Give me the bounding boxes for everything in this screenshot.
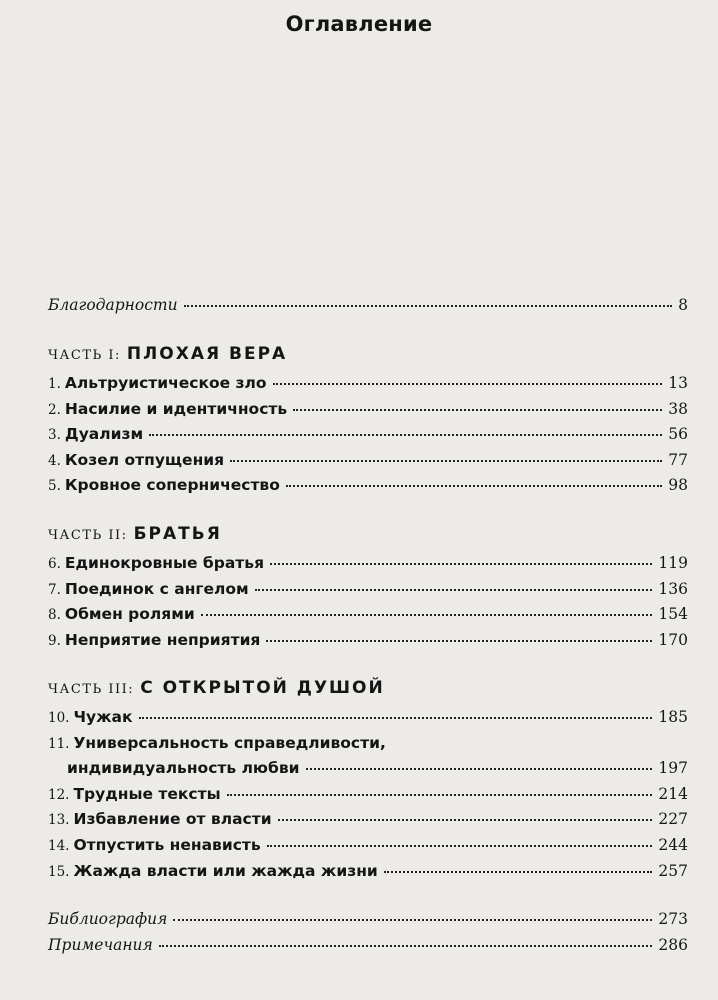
leader-dots bbox=[306, 768, 653, 770]
toc-page-number: 214 bbox=[658, 784, 688, 803]
leader-dots bbox=[159, 945, 653, 947]
leader-dots bbox=[384, 871, 653, 873]
toc-entry-label: Примечания bbox=[48, 935, 153, 954]
chapter-title: Поединок с ангелом bbox=[64, 579, 249, 598]
toc-back-matter bbox=[48, 910, 688, 961]
chapter-number: 10. bbox=[48, 710, 70, 726]
chapter-number: 11. bbox=[48, 735, 70, 752]
toc-entry[interactable] bbox=[48, 580, 688, 606]
part-header bbox=[48, 344, 688, 374]
toc-entry-acknowledgements[interactable] bbox=[48, 296, 688, 322]
chapter-title: Дуализм bbox=[64, 425, 144, 444]
toc-entry[interactable] bbox=[48, 605, 688, 631]
toc-part-1 bbox=[48, 344, 688, 502]
toc-entry[interactable] bbox=[48, 631, 688, 657]
toc-entry[interactable] bbox=[48, 734, 688, 760]
toc-entry[interactable] bbox=[48, 708, 688, 734]
toc-page-number: 257 bbox=[658, 861, 688, 880]
toc-entry[interactable] bbox=[48, 862, 688, 888]
toc-entry[interactable] bbox=[48, 476, 688, 502]
leader-dots bbox=[286, 485, 662, 487]
leader-dots bbox=[201, 614, 653, 616]
leader-dots bbox=[266, 640, 652, 642]
chapter-number: 14. bbox=[48, 837, 70, 854]
toc-page-number: 119 bbox=[658, 554, 688, 572]
toc-page-number: 38 bbox=[668, 399, 688, 418]
chapter-number: 2. bbox=[48, 401, 61, 418]
chapter-title: Кровное соперничество bbox=[64, 476, 280, 495]
toc-page-number: 154 bbox=[658, 605, 688, 624]
chapter-number: 3. bbox=[48, 427, 61, 444]
toc-entry-notes[interactable] bbox=[48, 936, 688, 962]
leader-dots bbox=[293, 409, 662, 411]
chapter-title: Единокровные братья bbox=[64, 554, 265, 572]
toc-entry-label: Библиография bbox=[48, 910, 168, 928]
toc-entry-continuation[interactable] bbox=[48, 759, 688, 785]
toc-entry[interactable] bbox=[48, 785, 688, 811]
leader-dots bbox=[184, 305, 673, 307]
chapter-number: 7. bbox=[48, 581, 61, 598]
leader-dots bbox=[230, 460, 662, 462]
toc-entry[interactable] bbox=[48, 425, 688, 451]
chapter-title: Избавление от власти bbox=[73, 810, 272, 829]
chapter-title: Чужак bbox=[73, 708, 133, 726]
toc-page-number: 227 bbox=[658, 810, 688, 829]
toc-page-number: 197 bbox=[658, 759, 688, 778]
part-label: ЧАСТЬ I: bbox=[48, 348, 121, 363]
chapter-title: Неприятие неприятия bbox=[64, 630, 261, 649]
toc-page-number: 244 bbox=[658, 835, 688, 854]
toc-page-number: 98 bbox=[668, 476, 688, 495]
part-header bbox=[48, 524, 688, 554]
toc-page-number: 56 bbox=[668, 425, 688, 444]
toc-entry[interactable] bbox=[48, 374, 688, 400]
chapter-number: 4. bbox=[48, 452, 61, 469]
chapter-number: 12. bbox=[48, 786, 70, 803]
leader-dots bbox=[173, 919, 652, 921]
chapter-title: Обмен ролями bbox=[64, 605, 195, 624]
chapter-number: 5. bbox=[48, 478, 61, 495]
toc-entry[interactable] bbox=[48, 451, 688, 477]
page-title: Оглавление bbox=[285, 12, 433, 36]
toc-page-number: 170 bbox=[658, 630, 688, 649]
toc-page-number: 136 bbox=[658, 579, 688, 598]
toc-entry[interactable] bbox=[48, 554, 688, 580]
chapter-title: Отпустить ненависть bbox=[73, 835, 261, 854]
part-label: ЧАСТЬ III: bbox=[48, 682, 135, 697]
toc-entry[interactable] bbox=[48, 836, 688, 862]
leader-dots bbox=[278, 819, 653, 821]
part-header bbox=[48, 678, 688, 708]
toc-page-number: 77 bbox=[668, 450, 688, 469]
toc-front-matter bbox=[48, 296, 688, 322]
toc-part-3 bbox=[48, 678, 688, 887]
part-label: ЧАСТЬ II: bbox=[48, 528, 128, 543]
toc-page-number: 273 bbox=[658, 910, 688, 928]
toc-entry[interactable] bbox=[48, 810, 688, 836]
part-title: ПЛОХАЯ ВЕРА bbox=[126, 344, 288, 364]
toc-entry[interactable] bbox=[48, 400, 688, 426]
part-title: БРАТЬЯ bbox=[133, 524, 222, 544]
chapter-title: Насилие и идентичность bbox=[64, 399, 288, 418]
leader-dots bbox=[139, 717, 653, 719]
chapter-title: Альтруистическое зло bbox=[64, 374, 267, 392]
leader-dots bbox=[149, 434, 662, 436]
chapter-title: Универсальность справедливости, bbox=[73, 733, 386, 752]
chapter-number: 15. bbox=[48, 863, 70, 880]
toc-entry-bibliography[interactable] bbox=[48, 910, 688, 936]
toc-entry-label: Благодарности bbox=[48, 296, 178, 314]
part-title: С ОТКРЫТОЙ ДУШОЙ bbox=[140, 678, 385, 698]
chapter-title: Козел отпущения bbox=[64, 450, 225, 469]
toc-part-2 bbox=[48, 524, 688, 656]
chapter-title-continued: индивидуальность любви bbox=[67, 759, 300, 778]
leader-dots bbox=[270, 563, 652, 565]
chapter-number: 6. bbox=[48, 556, 61, 572]
chapter-number: 13. bbox=[48, 812, 70, 829]
toc-page-number: 185 bbox=[658, 708, 688, 726]
leader-dots bbox=[273, 383, 663, 385]
chapter-title: Жажда власти или жажда жизни bbox=[73, 861, 378, 880]
toc-page-number: 13 bbox=[668, 374, 688, 392]
leader-dots bbox=[267, 845, 653, 847]
leader-dots bbox=[255, 589, 653, 591]
chapter-number: 8. bbox=[48, 607, 61, 624]
toc-page-number: 286 bbox=[658, 935, 688, 954]
chapter-number: 9. bbox=[48, 632, 61, 649]
toc-page-number: 8 bbox=[678, 296, 688, 314]
leader-dots bbox=[227, 794, 653, 796]
chapter-title: Трудные тексты bbox=[73, 784, 221, 803]
chapter-number: 1. bbox=[48, 376, 61, 392]
